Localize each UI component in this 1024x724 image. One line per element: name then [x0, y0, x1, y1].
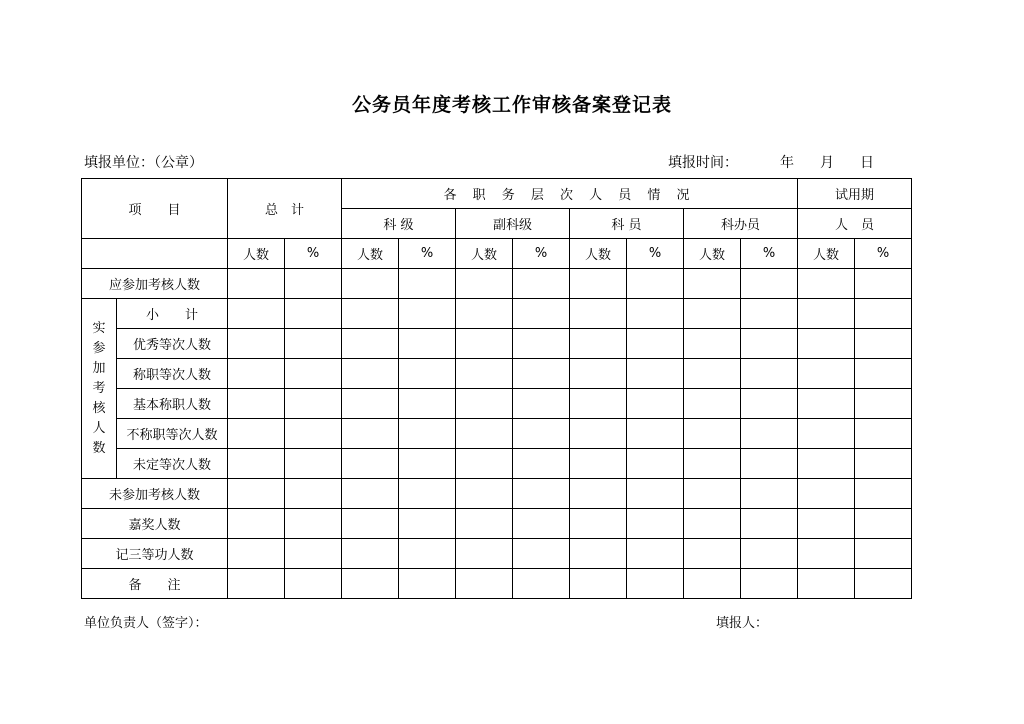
table-row	[82, 359, 912, 389]
data-cell[interactable]	[399, 389, 456, 419]
actual-group-label: 实 参 加 考 核 人 数	[82, 299, 117, 479]
data-cell[interactable]	[627, 479, 684, 509]
data-cell[interactable]	[798, 299, 855, 329]
pct-header: %	[855, 239, 912, 269]
data-cell[interactable]	[285, 479, 342, 509]
year-label: 年	[780, 155, 794, 171]
data-cell[interactable]	[456, 509, 513, 539]
data-cell[interactable]	[855, 389, 912, 419]
data-cell[interactable]	[570, 269, 627, 299]
table-row	[82, 449, 912, 479]
data-cell[interactable]	[684, 419, 741, 449]
data-cell[interactable]	[513, 479, 570, 509]
data-cell[interactable]	[684, 389, 741, 419]
row-label: 基本称职人数	[117, 389, 228, 419]
data-cell[interactable]	[342, 539, 399, 569]
probation-header-line2: 人 员	[798, 209, 912, 239]
data-cell[interactable]	[855, 479, 912, 509]
data-cell[interactable]	[399, 509, 456, 539]
blank-cell	[82, 239, 228, 269]
table-row	[82, 569, 912, 599]
filler-label: 填报人：	[716, 616, 769, 631]
table-row	[82, 479, 912, 509]
data-cell[interactable]	[285, 329, 342, 359]
data-cell[interactable]	[741, 479, 798, 509]
data-cell[interactable]	[456, 479, 513, 509]
row-label: 备 注	[82, 569, 228, 599]
data-cell[interactable]	[684, 269, 741, 299]
data-cell[interactable]	[798, 449, 855, 479]
data-cell[interactable]	[855, 269, 912, 299]
data-cell[interactable]	[798, 389, 855, 419]
data-cell[interactable]	[228, 269, 285, 299]
pct-header: %	[627, 239, 684, 269]
data-cell[interactable]	[570, 509, 627, 539]
unit-label: 填报单位：（公章）	[84, 155, 203, 171]
pct-header: %	[399, 239, 456, 269]
data-cell[interactable]	[399, 299, 456, 329]
data-cell[interactable]	[456, 449, 513, 479]
data-cell[interactable]	[855, 299, 912, 329]
data-cell[interactable]	[684, 479, 741, 509]
data-cell[interactable]	[285, 419, 342, 449]
table-row	[82, 509, 912, 539]
data-cell[interactable]	[456, 359, 513, 389]
data-cell[interactable]	[513, 449, 570, 479]
data-cell[interactable]	[456, 329, 513, 359]
table-row	[82, 329, 912, 359]
data-cell[interactable]	[741, 509, 798, 539]
data-cell[interactable]	[741, 569, 798, 599]
pct-header: %	[741, 239, 798, 269]
data-cell[interactable]	[456, 389, 513, 419]
data-cell[interactable]	[228, 419, 285, 449]
data-cell[interactable]	[684, 539, 741, 569]
data-cell[interactable]	[741, 329, 798, 359]
data-cell[interactable]	[513, 509, 570, 539]
data-cell[interactable]	[570, 299, 627, 329]
data-cell[interactable]	[513, 419, 570, 449]
data-cell[interactable]	[228, 329, 285, 359]
data-cell[interactable]	[456, 539, 513, 569]
data-cell[interactable]	[855, 509, 912, 539]
data-cell[interactable]	[570, 539, 627, 569]
data-cell[interactable]	[627, 359, 684, 389]
data-cell[interactable]	[627, 509, 684, 539]
data-cell[interactable]	[456, 569, 513, 599]
data-cell[interactable]	[228, 449, 285, 479]
data-cell[interactable]	[342, 449, 399, 479]
data-cell[interactable]	[228, 569, 285, 599]
count-header: 人数	[456, 239, 513, 269]
data-cell[interactable]	[570, 329, 627, 359]
data-cell[interactable]	[570, 479, 627, 509]
level-header: 科 级	[342, 209, 456, 239]
count-header: 人数	[342, 239, 399, 269]
data-cell[interactable]	[399, 479, 456, 509]
data-cell[interactable]	[342, 569, 399, 599]
time-label: 填报时间：	[668, 155, 738, 171]
data-cell[interactable]	[228, 479, 285, 509]
data-cell[interactable]	[285, 269, 342, 299]
data-cell[interactable]	[798, 269, 855, 299]
data-cell[interactable]	[399, 569, 456, 599]
item-header: 项 目	[82, 179, 228, 239]
data-cell[interactable]	[228, 389, 285, 419]
month-label: 月	[820, 155, 834, 171]
data-cell[interactable]	[855, 329, 912, 359]
row-label: 优秀等次人数	[117, 329, 228, 359]
data-cell[interactable]	[456, 299, 513, 329]
data-cell[interactable]	[798, 359, 855, 389]
data-cell[interactable]	[342, 359, 399, 389]
data-cell[interactable]	[627, 539, 684, 569]
data-cell[interactable]	[513, 569, 570, 599]
data-cell[interactable]	[342, 509, 399, 539]
data-cell[interactable]	[741, 269, 798, 299]
data-cell[interactable]	[627, 569, 684, 599]
probation-header-line1: 试用期	[798, 179, 912, 209]
data-cell[interactable]	[627, 419, 684, 449]
data-cell[interactable]	[342, 299, 399, 329]
data-cell[interactable]	[399, 539, 456, 569]
pct-header: %	[285, 239, 342, 269]
data-cell[interactable]	[627, 299, 684, 329]
levels-header: 各 职 务 层 次 人 员 情 况	[342, 179, 798, 209]
form-title: 公务员年度考核工作审核备案登记表	[351, 94, 672, 116]
total-header: 总 计	[228, 179, 342, 239]
data-cell[interactable]	[285, 449, 342, 479]
data-cell[interactable]	[855, 419, 912, 449]
data-cell[interactable]	[627, 449, 684, 479]
row-label: 小 计	[117, 299, 228, 329]
data-cell[interactable]	[285, 539, 342, 569]
data-cell[interactable]	[684, 329, 741, 359]
data-cell[interactable]	[285, 299, 342, 329]
count-header: 人数	[684, 239, 741, 269]
data-cell[interactable]	[570, 359, 627, 389]
table-row	[82, 419, 912, 449]
table-row	[82, 299, 912, 329]
data-cell[interactable]	[741, 419, 798, 449]
data-cell[interactable]	[342, 269, 399, 299]
data-cell[interactable]	[513, 269, 570, 299]
data-cell[interactable]	[513, 539, 570, 569]
count-header: 人数	[570, 239, 627, 269]
data-cell[interactable]	[513, 299, 570, 329]
data-cell[interactable]	[399, 269, 456, 299]
data-cell[interactable]	[684, 299, 741, 329]
data-cell[interactable]	[285, 509, 342, 539]
registration-table	[81, 178, 912, 599]
data-cell[interactable]	[342, 389, 399, 419]
data-cell[interactable]	[741, 359, 798, 389]
data-cell[interactable]	[570, 389, 627, 419]
data-cell[interactable]	[741, 449, 798, 479]
row-label: 未定等次人数	[117, 449, 228, 479]
data-cell[interactable]	[570, 449, 627, 479]
leader-signature-label: 单位负责人（签字）：	[84, 616, 208, 631]
row-label: 应参加考核人数	[82, 269, 228, 299]
data-cell[interactable]	[741, 299, 798, 329]
data-cell[interactable]	[228, 539, 285, 569]
data-cell[interactable]	[741, 539, 798, 569]
row-label: 未参加考核人数	[82, 479, 228, 509]
level-header: 科办员	[684, 209, 798, 239]
data-cell[interactable]	[342, 419, 399, 449]
data-cell[interactable]	[513, 389, 570, 419]
data-cell[interactable]	[798, 509, 855, 539]
data-cell[interactable]	[741, 389, 798, 419]
data-cell[interactable]	[798, 479, 855, 509]
data-cell[interactable]	[228, 299, 285, 329]
table-row	[82, 539, 912, 569]
count-header: 人数	[228, 239, 285, 269]
data-cell[interactable]	[513, 359, 570, 389]
level-header: 科 员	[570, 209, 684, 239]
data-cell[interactable]	[285, 569, 342, 599]
pct-header: %	[513, 239, 570, 269]
data-cell[interactable]	[228, 359, 285, 389]
row-label: 不称职等次人数	[117, 419, 228, 449]
table-row	[82, 389, 912, 419]
data-cell[interactable]	[399, 449, 456, 479]
data-cell[interactable]	[855, 449, 912, 479]
data-cell[interactable]	[855, 359, 912, 389]
data-cell[interactable]	[798, 539, 855, 569]
row-label: 称职等次人数	[117, 359, 228, 389]
row-label: 记三等功人数	[82, 539, 228, 569]
data-cell[interactable]	[570, 419, 627, 449]
data-cell[interactable]	[627, 329, 684, 359]
day-label: 日	[860, 155, 874, 171]
data-cell[interactable]	[684, 449, 741, 479]
data-cell[interactable]	[627, 389, 684, 419]
data-cell[interactable]	[399, 359, 456, 389]
data-cell[interactable]	[342, 329, 399, 359]
data-cell[interactable]	[399, 329, 456, 359]
row-label: 嘉奖人数	[82, 509, 228, 539]
data-cell[interactable]	[684, 359, 741, 389]
data-cell[interactable]	[855, 569, 912, 599]
count-header: 人数	[798, 239, 855, 269]
data-cell[interactable]	[684, 569, 741, 599]
data-cell[interactable]	[285, 359, 342, 389]
data-cell[interactable]	[513, 329, 570, 359]
level-header: 副科级	[456, 209, 570, 239]
data-cell[interactable]	[855, 539, 912, 569]
data-cell[interactable]	[570, 569, 627, 599]
data-cell[interactable]	[798, 569, 855, 599]
data-cell[interactable]	[798, 329, 855, 359]
data-cell[interactable]	[456, 419, 513, 449]
data-cell[interactable]	[228, 509, 285, 539]
table-row	[82, 269, 912, 299]
data-cell[interactable]	[285, 389, 342, 419]
data-cell[interactable]	[456, 269, 513, 299]
data-cell[interactable]	[342, 479, 399, 509]
data-cell[interactable]	[399, 419, 456, 449]
data-cell[interactable]	[684, 509, 741, 539]
data-cell[interactable]	[798, 419, 855, 449]
data-cell[interactable]	[627, 269, 684, 299]
